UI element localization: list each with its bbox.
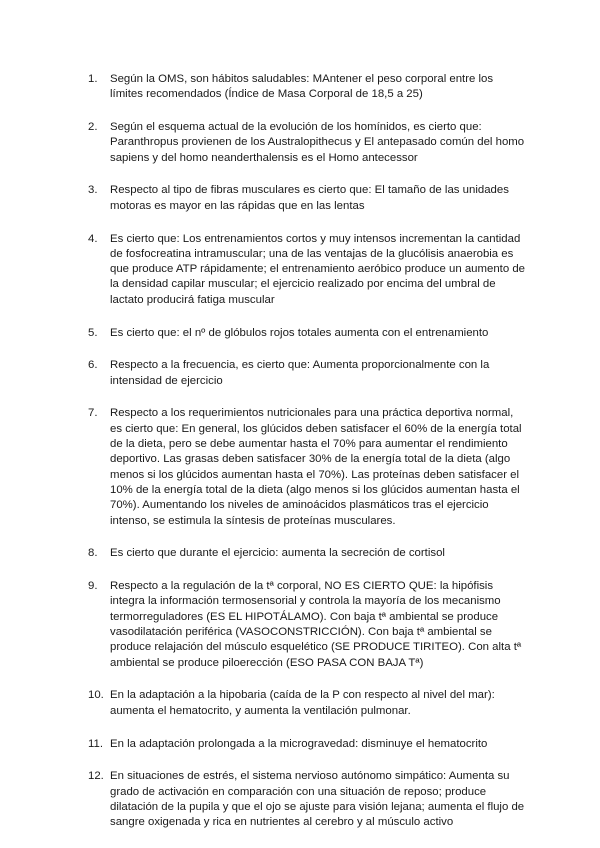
item-text: Respecto al tipo de fibras musculares es cierto que: El tamaño de las unidades motoras es mayor en las rápidas que en las lentas — [110, 184, 509, 212]
item-number: 9. — [88, 580, 98, 593]
item-number: 2. — [88, 121, 98, 134]
item-text: En la adaptación prolongada a la microgravedad: disminuye el hematocrito — [110, 737, 488, 750]
list-item — [88, 120, 528, 166]
list-item — [88, 326, 528, 341]
item-text: Es cierto que: el nº de glóbulos rojos totales aumenta con el entrenamiento — [110, 326, 489, 339]
item-text: Según la OMS, son hábitos saludables: MAntener el peso corporal entre los límites recomendados (Índice de Masa Corporal de 18,5 a 25) — [110, 73, 494, 101]
item-text: Según el esquema actual de la evolución de los homínidos, es cierto que: Paranthropus provienen de los Australopithecus y El antepasado común del homo sapiens y del homo neanderthalensis es el Homo antecessor — [110, 121, 525, 164]
item-number: 11. — [88, 737, 103, 750]
item-number: 5. — [88, 326, 98, 339]
item-number: 6. — [88, 359, 98, 372]
list-item — [88, 688, 528, 719]
list-item — [88, 769, 528, 830]
list-item — [88, 183, 528, 214]
item-text: Respecto a los requerimientos nutricionales para una práctica deportiva normal, es cierto que: En general, los glúcidos deben satisfacer el 60% de la energía total de la dieta, pero se debe aumentar hasta el 70% para aumentar el rendimiento deportivo. Las grasas deben satisfacer 30% de la energía total de la dieta (algo menos si los glúcidos aumentan hasta el 70%). Las proteínas deben satisfacer el 10% de la energía total de la dieta (algo menos si los glúcidos aumentan hasta el 70%). Aumentando los niveles de aminoácidos plasmáticos tras el ejercicio intenso, se estimula la síntesis de proteínas musculares. — [110, 407, 522, 527]
list-item — [88, 406, 528, 528]
list-item — [88, 358, 528, 389]
item-number: 8. — [88, 547, 98, 560]
list-item — [88, 579, 528, 671]
item-number: 4. — [88, 232, 98, 245]
item-text: Respecto a la regulación de la tª corporal, NO ES CIERTO QUE: la hipófisis integra la información termosensorial y controla la mayoría de los mecanismo termorreguladores (ES EL HIPOTÁLAMO). Con baja tª ambiental se produce vasodilatación periférica (VASOCONSTRICCIÓN). Con baja tª ambiental se produce relajación del músculo esquelético (SE PRODUCE TIRITEO). Con alta tª ambiental se produce piloerección (ESO PASA CON BAJA Tª) — [110, 580, 522, 669]
item-number: 1. — [88, 73, 98, 85]
item-text: Es cierto que: Los entrenamientos cortos y muy intensos incrementan la cantidad de fosfocreatina intramuscular; una de las ventajas de la glucólisis anaerobia es que produce ATP rápidamente; el entrenamiento aeróbico produce un aumento de la densidad capilar muscular; el ejercicio realizado por encima del umbral de lactato producirá fatiga muscular — [110, 232, 525, 306]
item-number: 3. — [88, 184, 98, 197]
item-number: 12. — [88, 770, 104, 783]
list-item — [88, 232, 528, 308]
item-number: 7. — [88, 407, 98, 420]
item-text: Es cierto que durante el ejercicio: aumenta la secreción de cortisol — [110, 547, 445, 560]
item-text: En situaciones de estrés, el sistema nervioso autónomo simpático: Aumenta su grado de activación en comparación con una situación de reposo; produce dilatación de la pupila y que el ojo se ajuste para visión lejana; aumenta el flujo de sangre oxigenada y rica en nutrientes al cerebro y al músculo activo — [110, 770, 525, 829]
item-number: 10. — [88, 689, 104, 702]
list-item — [88, 737, 528, 752]
item-text: Respecto a la frecuencia, es cierto que: Aumenta proporcionalmente con la intensidad de ejercicio — [110, 359, 490, 387]
question-list — [88, 72, 528, 848]
list-item — [88, 546, 528, 561]
item-text: En la adaptación a la hipobaria (caída de la P con respecto al nivel del mar): aumenta el hematocrito, y aumenta la ventilación pulmonar. — [110, 689, 495, 717]
list-item — [88, 72, 528, 103]
